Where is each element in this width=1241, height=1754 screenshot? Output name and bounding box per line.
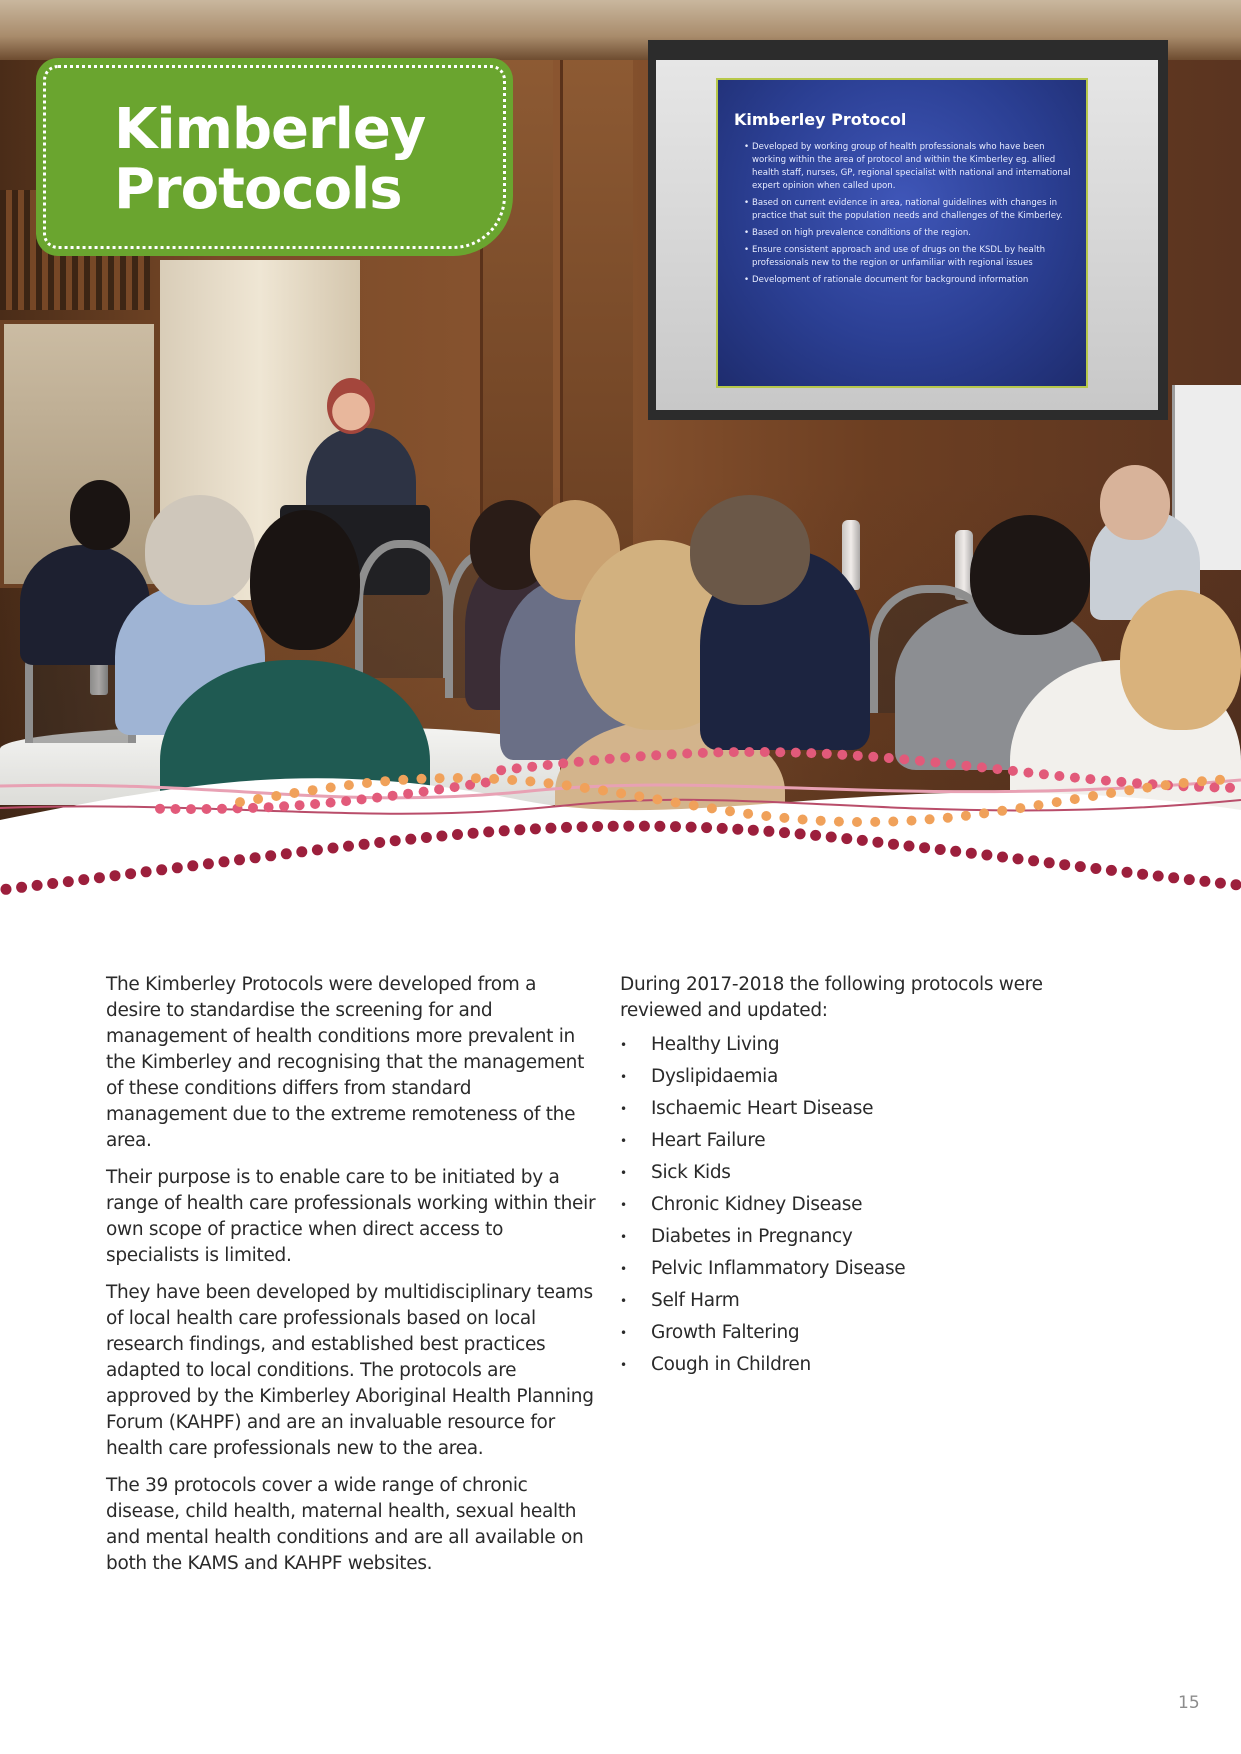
decor-dot (997, 806, 1007, 816)
list-item (620, 1096, 1120, 1122)
decor-dot (961, 811, 971, 821)
audience-head (970, 515, 1090, 635)
decor-dot (328, 843, 339, 854)
decor-dot (907, 816, 917, 826)
decor-dot (841, 833, 852, 844)
decor-dot (634, 791, 644, 801)
decor-dot (639, 821, 650, 832)
decor-dot (403, 789, 413, 799)
decor-dot (671, 798, 681, 808)
decor-dot (250, 852, 261, 863)
audience-head (145, 495, 255, 605)
decor-dot (1023, 768, 1033, 778)
decor-dot (1199, 876, 1210, 887)
slide-bullet: • Development of rationale document for background information (744, 274, 1072, 287)
decor-dot (562, 780, 572, 790)
audience-head (690, 495, 810, 605)
decor-dot (94, 872, 105, 883)
decor-dot (405, 834, 416, 845)
decor-dot (310, 799, 320, 809)
decor-dot (717, 823, 728, 834)
decor-dot (816, 816, 826, 826)
decor-dot (795, 828, 806, 839)
decor-dot (452, 829, 463, 840)
intro-paragraph: The Kimberley Protocols were developed from a desire to standardise the screening for and management of health conditions more prevalent in the Kimberley and recognising that the management of these conditions differs from standard management due to the extreme remoteness of the area. (106, 974, 585, 1151)
slide-bullet: • Ensure consistent approach and use of drugs on the KSDL by health professionals new to the region or unfamiliar with regional issues (744, 244, 1072, 270)
decor-dot (930, 757, 940, 767)
decor-dot (899, 754, 909, 764)
protocol-name: Self Harm (651, 1290, 740, 1311)
decor-dot (652, 794, 662, 804)
decor-dot (826, 832, 837, 843)
decor-dot (202, 804, 212, 814)
decor-dot (810, 830, 821, 841)
decor-dot (852, 817, 862, 827)
slide-bullet: • Based on high prevalence conditions of the region. (744, 227, 1072, 240)
decor-dot (732, 824, 743, 835)
decor-dot (1101, 776, 1111, 786)
decor-dot (32, 880, 43, 891)
audience-head (70, 480, 130, 550)
decor-dot (834, 817, 844, 827)
audience-head (1100, 465, 1170, 540)
decor-dot (870, 817, 880, 827)
decor-dot (1013, 853, 1024, 864)
decor-dot (1085, 774, 1095, 784)
decor-dot (172, 862, 183, 873)
decor-dot (779, 813, 789, 823)
decor-dot (171, 804, 181, 814)
decor-dot (689, 801, 699, 811)
slide-bullet: • Based on current evidence in area, national guidelines with changes in practice that suit the population needs and challenges of the Kimberley. (744, 197, 1072, 223)
decor-dot (527, 762, 537, 772)
protocol-name: Diabetes in Pregnancy (651, 1226, 853, 1247)
decor-dot (544, 778, 554, 788)
audience-head (250, 510, 360, 650)
decor-dot (271, 791, 281, 801)
list-item (620, 1064, 1120, 1090)
bullet-icon: • (620, 1102, 627, 1116)
decor-dot (707, 803, 717, 813)
decor-dot (682, 749, 692, 759)
decor-dot (1122, 867, 1133, 878)
decor-dot (961, 761, 971, 771)
decor-dot (543, 760, 553, 770)
decor-dot (1028, 855, 1039, 866)
decor-dot (359, 839, 370, 850)
decor-dot (992, 764, 1002, 774)
decor-dot (1106, 865, 1117, 876)
decor-dot (605, 754, 615, 764)
decor-dot (950, 846, 961, 857)
decor-dot (512, 763, 522, 773)
decor-dot (253, 794, 263, 804)
slide-bullets (734, 141, 1072, 287)
decor-dot (775, 747, 785, 757)
decor-dot (1, 884, 12, 895)
decor-dot (1070, 773, 1080, 783)
decor-dot (743, 809, 753, 819)
slide-title: Kimberley Protocol (734, 110, 907, 129)
decor-dot (1116, 777, 1126, 787)
decor-dot (616, 788, 626, 798)
decor-dot (1231, 879, 1241, 890)
decor-dot (471, 773, 481, 783)
decor-dot (1039, 769, 1049, 779)
right-column (620, 972, 1120, 1384)
decor-dot (868, 752, 878, 762)
decor-dot (620, 753, 630, 763)
list-item (620, 1032, 1120, 1058)
decor-dot (47, 878, 58, 889)
decor-dot (248, 803, 258, 813)
list-item (620, 1192, 1120, 1218)
decor-dot (701, 822, 712, 833)
decor-dot (312, 844, 323, 855)
protocol-list (620, 1032, 1120, 1378)
decor-dot (1059, 859, 1070, 870)
decor-dot (598, 786, 608, 796)
protocol-name: Ischaemic Heart Disease (651, 1098, 874, 1119)
decor-dot (186, 804, 196, 814)
title-line: Kimberley (114, 97, 426, 162)
decor-dot (110, 870, 121, 881)
decor-dot (761, 811, 771, 821)
decor-dot (623, 821, 634, 832)
decor-dot (943, 813, 953, 823)
decor-dot (525, 776, 535, 786)
page-number: 15 (1178, 1693, 1200, 1713)
decor-dot (1008, 766, 1018, 776)
decor-dot (1034, 800, 1044, 810)
decor-dot (468, 828, 479, 839)
decor-dot (1088, 791, 1098, 801)
decor-dot (822, 749, 832, 759)
decor-dot (888, 817, 898, 827)
decor-dot (725, 806, 735, 816)
decor-dot (946, 759, 956, 769)
decor-dot (507, 775, 517, 785)
decor-dot (760, 747, 770, 757)
list-item (620, 1320, 1120, 1346)
decor-dot (419, 787, 429, 797)
bullet-icon: • (620, 1230, 627, 1244)
bullet-icon: • (620, 1070, 627, 1084)
decor-dot (915, 756, 925, 766)
decor-dot (279, 801, 289, 811)
decor-dot (744, 747, 754, 757)
decor-dot (1132, 778, 1142, 788)
decor-dot (234, 854, 245, 865)
decor-dot (1106, 788, 1116, 798)
decor-dot (489, 774, 499, 784)
decor-dot (155, 804, 165, 814)
decor-dot (1075, 861, 1086, 872)
decor-dot (779, 827, 790, 838)
decor-dot (1184, 874, 1195, 885)
decor-dot (156, 864, 167, 875)
decor-dot (1052, 797, 1062, 807)
decor-dot (530, 823, 541, 834)
decor-dot (398, 775, 408, 785)
decor-dot (235, 797, 245, 807)
decor-dot (343, 841, 354, 852)
decor-dot (748, 825, 759, 836)
decor-dot (857, 835, 868, 846)
list-item (620, 1160, 1120, 1186)
decor-dot (997, 852, 1008, 863)
decor-dot (16, 882, 27, 893)
decor-dot (729, 747, 739, 757)
decor-dot (296, 846, 307, 857)
decor-dot (935, 844, 946, 855)
decor-dot (592, 821, 603, 832)
decor-dot (608, 821, 619, 832)
decor-dot (1015, 803, 1025, 813)
decor-dot (499, 825, 510, 836)
decor-dot (1070, 794, 1080, 804)
bullet-icon: • (620, 1358, 627, 1372)
left-column (106, 972, 596, 1588)
decor-dot (713, 747, 723, 757)
decor-dot (125, 868, 136, 879)
purpose-paragraph: Their purpose is to enable care to be initiated by a range of health care professionals working within their own scope of practice when direct access to specialists is limited. (106, 1167, 596, 1266)
decor-dot (265, 850, 276, 861)
title-badge (36, 58, 513, 256)
decor-dot (1090, 863, 1101, 874)
decor-dot (141, 866, 152, 877)
dotted-wave-decoration (0, 740, 1241, 900)
bullet-icon: • (620, 1294, 627, 1308)
protocol-name: Sick Kids (651, 1162, 731, 1183)
decor-dot (558, 758, 568, 768)
decor-dot (372, 793, 382, 803)
decor-dot (1225, 783, 1235, 793)
decor-dot (434, 784, 444, 794)
decor-dot (667, 749, 677, 759)
decor-dot (670, 821, 681, 832)
decor-dot (187, 860, 198, 871)
decor-dot (63, 876, 74, 887)
decor-dot (344, 780, 354, 790)
decor-dot (388, 791, 398, 801)
decor-dot (577, 821, 588, 832)
bullet-icon: • (620, 1166, 627, 1180)
speaker-head (327, 378, 375, 434)
decor-dot (308, 785, 318, 795)
decor-dot (574, 757, 584, 767)
decor-dot (1142, 783, 1152, 793)
decor-dot (904, 841, 915, 852)
decor-dot (435, 773, 445, 783)
decor-dot (651, 750, 661, 760)
bullet-icon: • (620, 1038, 627, 1052)
decor-dot (1137, 869, 1148, 880)
bullet-icon: • (620, 1326, 627, 1340)
decor-dot (545, 823, 556, 834)
protocol-name: Heart Failure (651, 1130, 766, 1151)
decor-dot (295, 800, 305, 810)
decor-dot (1168, 872, 1179, 883)
list-item (620, 1128, 1120, 1154)
list-item (620, 1256, 1120, 1282)
decor-dot (326, 798, 336, 808)
decor-dot (561, 822, 572, 833)
protocol-name: Growth Faltering (651, 1322, 800, 1343)
decor-dot (919, 842, 930, 853)
decor-dot (791, 748, 801, 758)
decor-dot (496, 765, 506, 775)
decor-dot (289, 788, 299, 798)
title-line: Protocols (114, 157, 402, 222)
decor-dot (217, 804, 227, 814)
protocol-name: Cough in Children (651, 1354, 811, 1375)
presentation-slide (716, 78, 1088, 388)
decor-dot (636, 751, 646, 761)
decor-dot (483, 826, 494, 837)
decor-dot (888, 839, 899, 850)
decor-dot (1054, 771, 1064, 781)
bullet-icon: • (620, 1262, 627, 1276)
bullet-icon: • (620, 1198, 627, 1212)
decor-dot (374, 837, 385, 848)
audience-head (1120, 590, 1241, 730)
decor-dot (341, 796, 351, 806)
protocol-name: Healthy Living (651, 1034, 780, 1055)
development-paragraph: They have been developed by multidisciplinary teams of local health care professionals based on local research findings, and established best practices adapted to local conditions. The protocols are approved by the Kimberley Aboriginal Health Planning Forum (KAHPF) and are an invaluable resource for health care professionals new to the area. (106, 1282, 594, 1459)
list-item (620, 1224, 1120, 1250)
decor-dot (981, 850, 992, 861)
decor-dot (203, 858, 214, 869)
decor-dot (1153, 871, 1164, 882)
decor-dot (884, 753, 894, 763)
decor-dot (450, 782, 460, 792)
decor-dot (979, 808, 989, 818)
decor-dot (380, 776, 390, 786)
decor-dot (362, 778, 372, 788)
decor-dot (763, 826, 774, 837)
decor-dot (654, 821, 665, 832)
decor-dot (453, 773, 463, 783)
decor-dot (925, 814, 935, 824)
decor-dot (78, 874, 89, 885)
decor-dot (966, 848, 977, 859)
decor-dot (264, 802, 274, 812)
decor-dot (872, 837, 883, 848)
decor-dot (417, 774, 427, 784)
decor-dot (219, 856, 230, 867)
decor-dot (698, 748, 708, 758)
bullet-icon: • (620, 1134, 627, 1148)
protocol-name: Pelvic Inflammatory Disease (651, 1258, 906, 1279)
decor-dot (1215, 878, 1226, 889)
decor-dot (1215, 775, 1225, 785)
decor-dot (977, 762, 987, 772)
slide-bullet: • Developed by working group of health professionals who have been working within the area of protocol and within the Kimberley eg. allied health staff, nurses, GP, regional specialist with national and international expert opinion when called upon. (744, 141, 1072, 193)
decor-dot (1161, 780, 1171, 790)
decor-dot (1044, 857, 1055, 868)
decor-dot (326, 783, 336, 793)
decor-dot (686, 822, 697, 833)
decor-dot (853, 751, 863, 761)
list-item (620, 1352, 1120, 1378)
decor-dot (1179, 778, 1189, 788)
reviewed-intro: During 2017-2018 the following protocols were reviewed and updated: (620, 974, 1043, 1021)
decor-dot (390, 835, 401, 846)
protocol-name: Chronic Kidney Disease (651, 1194, 863, 1215)
decor-dot (436, 831, 447, 842)
protocol-name: Dyslipidaemia (651, 1066, 779, 1087)
decor-dot (798, 815, 808, 825)
decor-dot (514, 824, 525, 835)
decor-dot (357, 794, 367, 804)
decor-dot (837, 750, 847, 760)
decor-dot (421, 832, 432, 843)
decor-dot (589, 755, 599, 765)
list-item (620, 1288, 1120, 1314)
chair (355, 540, 451, 678)
decor-dot (580, 783, 590, 793)
coverage-paragraph: The 39 protocols cover a wide range of chronic disease, child health, maternal health, sexual health and mental health conditions and are all available on both the KAMS and KAHPF websites. (106, 1475, 584, 1574)
decor-dot (1197, 776, 1207, 786)
decor-dot (806, 748, 816, 758)
decor-dot (1124, 785, 1134, 795)
decor-dot (281, 848, 292, 859)
